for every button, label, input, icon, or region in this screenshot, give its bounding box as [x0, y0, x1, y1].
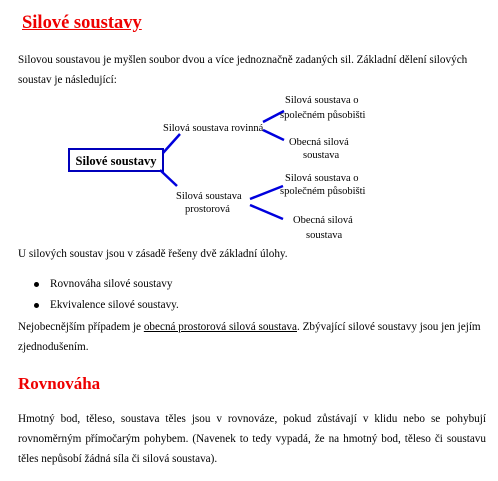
general-system-link[interactable]: obecná prostorová silová soustava	[143, 321, 297, 333]
connector-root-spatial	[160, 170, 177, 186]
connector-planar-leaf2	[263, 130, 284, 140]
equilibrium-paragraph: Hmotný bod, těleso, soustava těles jsou v rovnováze, pokud zůstávají v klidu nebo se pohybují rovnoměrným přímočarým pohybem. (Navenek to tedy vypadá, že na hmotný bod, těleso či soustavu těles nepůsobí žádná síla či silová soustava).	[18, 413, 486, 465]
intro-paragraph: Silovou soustavou je myšlen soubor dvou a více jednoznačně zadaných sil. Základní dělení silových soustav je následující:	[18, 54, 468, 86]
branch-spatial-label-2: prostorová	[185, 204, 230, 215]
planar-leaf1-label-1: Silová soustava o	[285, 95, 359, 106]
section-title: Rovnováha	[18, 374, 101, 393]
spatial-leaf1-label-1: Silová soustava o	[285, 173, 359, 184]
general-prefix: Nejobecnějším případem je	[18, 321, 144, 333]
branch-planar-label: Silová soustava rovinná	[163, 123, 264, 134]
planar-leaf2-label-2: soustava	[303, 150, 340, 161]
connector-spatial-leaf1	[250, 186, 283, 199]
spatial-leaf2-label-1: Obecná silová	[293, 215, 353, 226]
bullet-icon	[34, 282, 39, 287]
list-item	[18, 274, 179, 295]
list-item-label: Ekvivalence silové soustavy.	[50, 299, 179, 311]
list-item	[18, 295, 179, 316]
planar-leaf2-label-1: Obecná silová	[289, 137, 349, 148]
branch-spatial-label-1: Silová soustava	[176, 191, 242, 202]
list-item-label: Rovnováha silové soustavy	[50, 278, 173, 290]
spatial-leaf1-label-2: společném působišti	[280, 186, 366, 197]
page-title: Silové soustavy	[22, 13, 142, 33]
connector-root-planar	[163, 134, 180, 153]
planar-leaf1-label-2: společném působišti	[280, 110, 366, 121]
root-label: Silové soustavy	[75, 154, 157, 168]
connector-spatial-leaf2	[250, 205, 283, 219]
tasks-intro: U silových soustav jsou v zásadě řešeny dvě základní úlohy.	[18, 248, 288, 260]
tasks-list	[18, 274, 179, 316]
spatial-leaf2-label-2: soustava	[306, 230, 343, 241]
general-suffix: . Zbývající silové soustavy jsou jen jejím zjednodušením.	[18, 321, 481, 353]
bullet-icon	[34, 303, 39, 308]
general-case-paragraph	[18, 317, 490, 357]
